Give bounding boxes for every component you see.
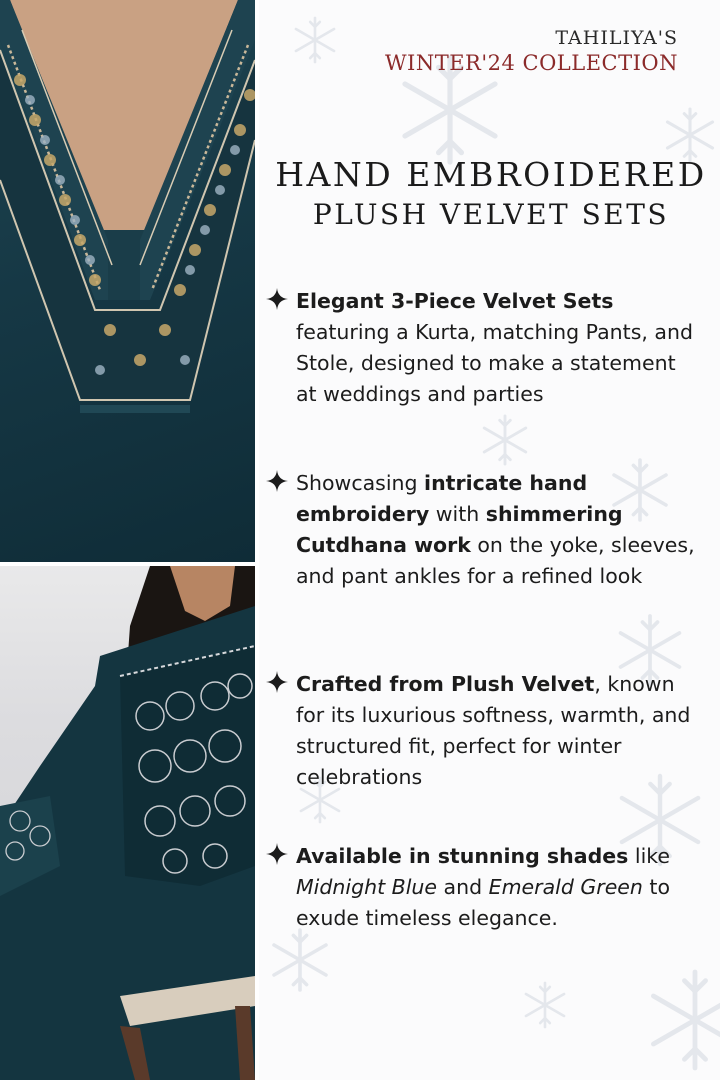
feature-highlight: Available in stunning shades <box>296 844 629 868</box>
feature-highlight: Crafted from Plush Velvet <box>296 672 595 696</box>
page-title <box>262 155 720 231</box>
feature-body: with <box>429 502 486 526</box>
feature-text <box>296 841 696 934</box>
title-line-2: PLUSH VELVET SETS <box>312 198 670 231</box>
brand-name: TAHILIYA'S <box>555 27 678 49</box>
collection-name: WINTER'24 COLLECTION <box>384 51 678 75</box>
brand-header <box>385 27 678 75</box>
shade-name: Midnight Blue <box>296 875 438 899</box>
feature-text <box>296 286 696 410</box>
model-illustration <box>0 566 255 1080</box>
neckline-illustration <box>0 0 255 562</box>
feature-body: to exude timeless elegance. <box>296 875 671 930</box>
snowflake-decor <box>526 983 564 1027</box>
feature-highlight: Elegant 3-Piece Velvet Sets <box>296 289 614 313</box>
four-point-star-icon <box>265 670 289 694</box>
title-line-1: HAND EMBROIDERED <box>275 155 707 194</box>
velvet-kurta-model-photo <box>0 566 255 1080</box>
feature-body: featuring a Kurta, matching Pants, and Stole, designed to make a statement at weddings and parties <box>296 320 693 406</box>
feature-body: and <box>437 875 489 899</box>
four-point-star-icon <box>265 469 289 493</box>
four-point-star-icon <box>265 842 289 866</box>
feature-highlight: intricate hand embroidery <box>296 471 588 526</box>
snowflake-decor <box>274 930 326 990</box>
snowflake-decor <box>296 18 334 62</box>
snowflake-decor <box>653 972 720 1068</box>
snowflake-decor <box>667 109 712 161</box>
four-point-star-icon <box>265 287 289 311</box>
feature-body: Showcasing <box>296 471 425 495</box>
photo-divider <box>255 0 259 1080</box>
photo-gap <box>0 562 259 566</box>
feature-highlight: shimmering Cutdhana work <box>296 502 623 557</box>
feature-body: on the yoke, sleeves, and pant ankles for a refined look <box>296 533 695 588</box>
feature-body: , known for its luxurious softness, warmth, and structured fit, perfect for winter celebrations <box>296 672 691 789</box>
shade-name: Emerald Green <box>488 875 643 899</box>
snowflake-decor <box>484 416 526 464</box>
feature-body: like <box>628 844 671 868</box>
velvet-kurta-neckline-photo <box>0 0 255 562</box>
feature-text <box>296 669 696 793</box>
feature-text <box>296 468 696 592</box>
